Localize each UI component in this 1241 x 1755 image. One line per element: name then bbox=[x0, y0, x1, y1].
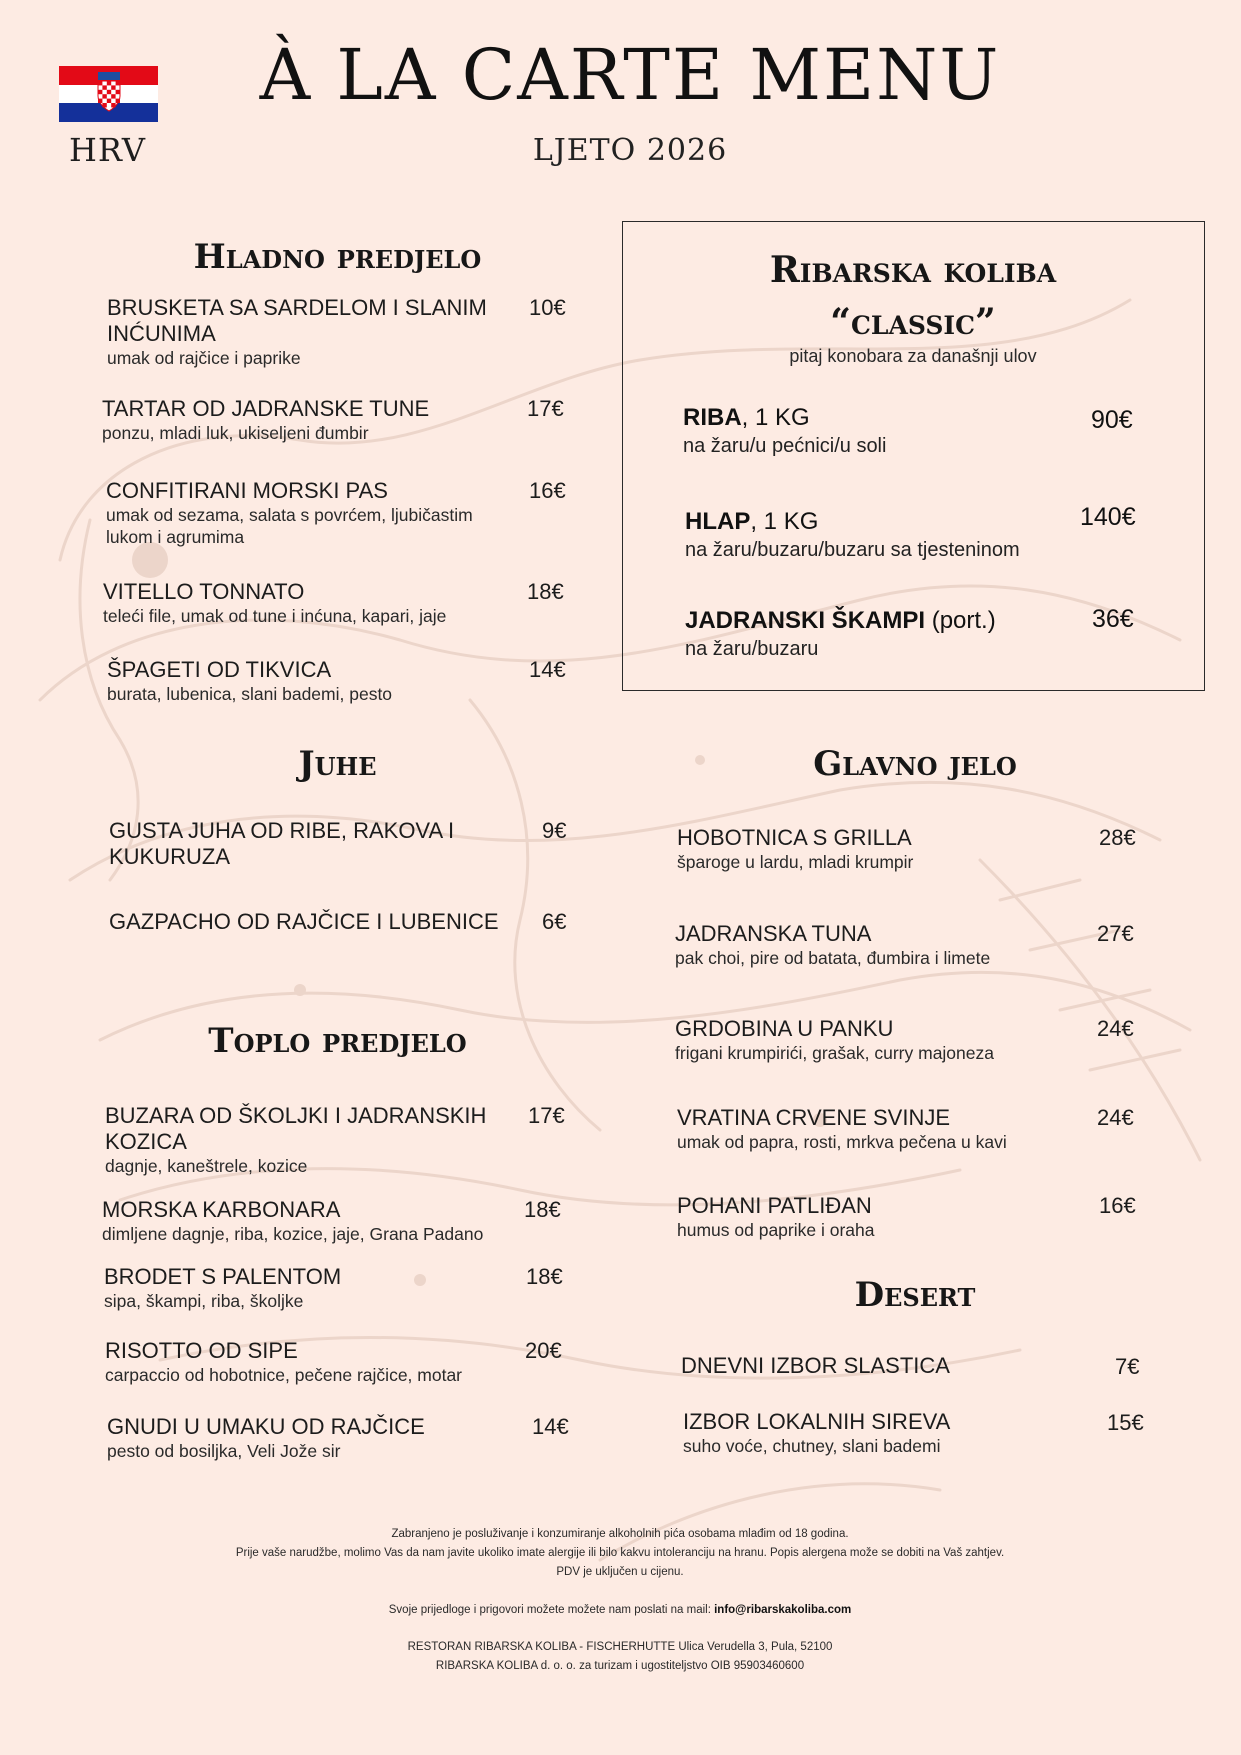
footer-email-link[interactable]: info@ribarskakoliba.com bbox=[714, 1604, 852, 1616]
item-price: 28€ bbox=[1099, 825, 1136, 850]
section-title-juhe: Juhe bbox=[298, 744, 377, 784]
menu-item bbox=[104, 1264, 524, 1312]
item-price: 16€ bbox=[1099, 1193, 1136, 1218]
menu-item bbox=[677, 825, 1077, 873]
classic-item bbox=[685, 507, 1020, 563]
item-description: pesto od bosiljka, Veli Jože sir bbox=[107, 1441, 341, 1461]
item-price: 20€ bbox=[525, 1338, 562, 1363]
item-name: HOBOTNICA S GRILLA bbox=[677, 825, 912, 850]
item-description: šparoge u lardu, mladi krumpir bbox=[677, 852, 914, 872]
item-description: teleći file, umak od tune i inćuna, kapari, jaje bbox=[103, 606, 447, 626]
item-price: 17€ bbox=[528, 1103, 565, 1128]
menu-item bbox=[105, 1338, 525, 1386]
item-price: 7€ bbox=[1115, 1354, 1140, 1379]
menu-item bbox=[677, 1193, 1077, 1241]
item-description: humus od paprike i oraha bbox=[677, 1220, 875, 1240]
footer-age-note: Zabranjeno je posluživanje i konzumiranje alkoholnih pića osobama mlađim od 18 godina. bbox=[391, 1528, 849, 1540]
item-description: umak od rajčice i paprike bbox=[107, 348, 301, 368]
item-name: BUZARA OD ŠKOLJKI I JADRANSKIH KOZICA bbox=[105, 1103, 487, 1154]
item-name: ŠPAGETI OD TIKVICA bbox=[107, 657, 332, 682]
section-title-hladno: Hladno predjelo bbox=[193, 237, 482, 277]
classic-note: pitaj konobara za današnji ulov bbox=[789, 346, 1037, 366]
item-price: 18€ bbox=[527, 579, 564, 604]
menu-item bbox=[102, 1197, 522, 1245]
item-name: MORSKA KARBONARA bbox=[102, 1197, 341, 1222]
classic-title-line2: “classic” bbox=[830, 301, 996, 343]
item-description: pak choi, pire od batata, đumbira i limete bbox=[675, 948, 991, 968]
menu-item bbox=[675, 1016, 1075, 1064]
item-description: burata, lubenica, slani bademi, pesto bbox=[107, 684, 393, 704]
item-price: 16€ bbox=[529, 478, 566, 503]
item-price: 36€ bbox=[1092, 605, 1134, 633]
page-subtitle: LJETO 2026 bbox=[532, 133, 728, 168]
item-name: TARTAR OD JADRANSKE TUNE bbox=[102, 396, 430, 421]
item-description: dagnje, kaneštrele, kozice bbox=[105, 1156, 308, 1176]
item-description: suho voće, chutney, slani bademi bbox=[683, 1436, 941, 1456]
page-title: À LA CARTE MENU bbox=[259, 34, 1001, 116]
item-name: BRUSKETA SA SARDELOM I SLANIM INĆUNIMA bbox=[107, 295, 487, 346]
coat-of-arms-icon bbox=[97, 72, 121, 112]
menu-item bbox=[106, 478, 526, 548]
item-price: 18€ bbox=[526, 1264, 563, 1289]
classic-title-line1: Ribarska koliba bbox=[769, 249, 1057, 291]
menu-item bbox=[107, 1414, 527, 1462]
item-price: 18€ bbox=[524, 1197, 561, 1222]
item-name: VITELLO TONNATO bbox=[103, 579, 305, 604]
section-title-desert: Desert bbox=[854, 1275, 976, 1315]
item-price: 90€ bbox=[1091, 406, 1133, 434]
menu-item bbox=[675, 921, 1075, 969]
croatian-flag-icon bbox=[59, 66, 158, 122]
menu-item bbox=[107, 295, 527, 369]
item-price: 6€ bbox=[542, 909, 567, 934]
menu-item bbox=[681, 1353, 1081, 1379]
item-name: GUSTA JUHA OD RIBE, RAKOVA I KUKURUZA bbox=[109, 818, 455, 869]
footer-company: RIBARSKA KOLIBA d. o. o. za turizam i ugostiteljstvo OIB 95903460600 bbox=[435, 1660, 805, 1672]
item-price: 17€ bbox=[527, 396, 564, 421]
section-title-toplo: Toplo predjelo bbox=[208, 1021, 467, 1061]
item-price: 24€ bbox=[1097, 1016, 1134, 1041]
item-price: 14€ bbox=[529, 657, 566, 682]
classic-box bbox=[622, 221, 1205, 691]
menu-item bbox=[677, 1105, 1077, 1153]
item-description: dimljene dagnje, riba, kozice, jaje, Grana Padano bbox=[102, 1224, 484, 1244]
footer-allergy-note: Prije vaše narudžbe, molimo Vas da nam javite ukoliko imate alergije ili bilo kakvu intoleranciju na hranu. Popis alergena može se dobiti na Vaš zahtjev. bbox=[235, 1547, 1005, 1559]
footer-contact-text: Svoje prijedloge i prigovori možete možete nam poslati na mail: bbox=[388, 1604, 715, 1616]
item-name: JADRANSKI ŠKAMPI (port.) bbox=[685, 607, 996, 634]
item-description: na žaru/buzaru bbox=[685, 638, 819, 660]
item-name: VRATINA CRVENE SVINJE bbox=[677, 1105, 951, 1130]
footer-address: RESTORAN RIBARSKA KOLIBA - FISCHERHUTTE Ulica Verudella 3, Pula, 52100 bbox=[407, 1641, 833, 1653]
item-price: 14€ bbox=[532, 1414, 569, 1439]
menu-item bbox=[109, 818, 469, 870]
classic-title bbox=[623, 244, 1203, 348]
item-name: POHANI PATLIĐAN bbox=[677, 1193, 872, 1218]
menu-item bbox=[102, 396, 522, 444]
footer-vat-note: PDV je uključen u cijenu. bbox=[556, 1566, 684, 1578]
footer-contact bbox=[120, 1604, 1120, 1616]
item-description: umak od sezama, salata s povrćem, ljubičastim lukom i agrumima bbox=[106, 505, 473, 547]
section-title-glavno: Glavno jelo bbox=[813, 744, 1017, 784]
menu-item bbox=[109, 909, 539, 935]
item-name: IZBOR LOKALNIH SIREVA bbox=[683, 1409, 951, 1434]
item-price: 15€ bbox=[1107, 1410, 1144, 1435]
item-price: 10€ bbox=[529, 295, 566, 320]
item-description: umak od papra, rosti, mrkva pečena u kavi bbox=[677, 1132, 1007, 1152]
item-description: na žaru/buzaru/buzaru sa tjesteninom bbox=[685, 539, 1020, 561]
menu-item bbox=[105, 1103, 505, 1177]
item-name: CONFITIRANI MORSKI PAS bbox=[106, 478, 388, 503]
item-price: 9€ bbox=[542, 818, 567, 843]
item-description: ponzu, mladi luk, ukiseljeni đumbir bbox=[102, 423, 369, 443]
item-name: RIBA, 1 KG bbox=[683, 404, 810, 431]
item-price: 140€ bbox=[1080, 503, 1136, 531]
item-name: HLAP, 1 KG bbox=[685, 508, 819, 535]
item-description: na žaru/u pećnici/u soli bbox=[683, 435, 887, 457]
menu-item bbox=[103, 579, 523, 627]
item-description: sipa, škampi, riba, školjke bbox=[104, 1291, 304, 1311]
menu-item bbox=[107, 657, 527, 705]
classic-item bbox=[683, 403, 886, 459]
item-name: JADRANSKA TUNA bbox=[675, 921, 872, 946]
item-description: carpaccio od hobotnice, pečene rajčice, motar bbox=[105, 1365, 463, 1385]
item-name: DNEVNI IZBOR SLASTICA bbox=[681, 1353, 950, 1378]
item-price: 24€ bbox=[1097, 1105, 1134, 1130]
item-name: GRDOBINA U PANKU bbox=[675, 1016, 894, 1041]
classic-item bbox=[685, 606, 996, 662]
item-description: frigani krumpirići, grašak, curry majoneza bbox=[675, 1043, 994, 1063]
language-label: HRV bbox=[69, 131, 146, 169]
item-name: RISOTTO OD SIPE bbox=[105, 1338, 298, 1363]
item-price: 27€ bbox=[1097, 921, 1134, 946]
item-name: GAZPACHO OD RAJČICE I LUBENICE bbox=[109, 909, 499, 934]
item-name: BRODET S PALENTOM bbox=[104, 1264, 342, 1289]
menu-item bbox=[683, 1409, 1083, 1457]
item-name: GNUDI U UMAKU OD RAJČICE bbox=[107, 1414, 425, 1439]
